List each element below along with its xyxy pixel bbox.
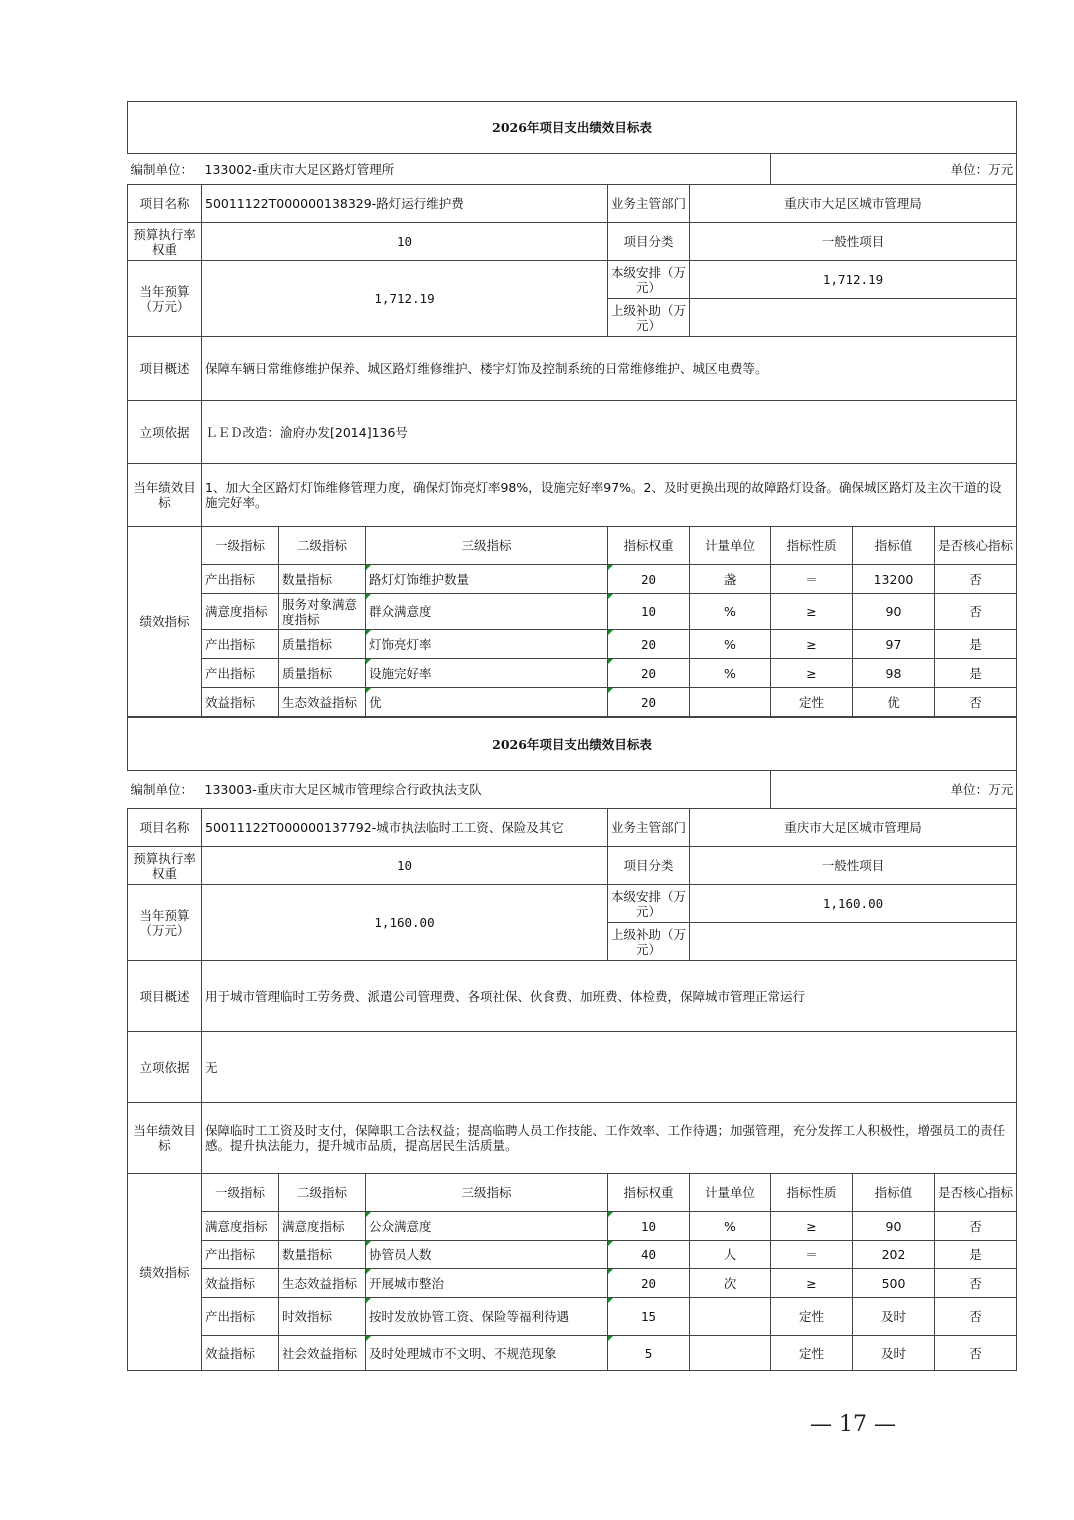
- header-value: 指标值: [853, 1174, 935, 1212]
- indicator-row: [128, 1336, 1017, 1371]
- header-unit: 计量单位: [690, 1174, 771, 1212]
- indicator-row: [128, 1298, 1017, 1336]
- indicator-nature: 定性: [771, 1298, 853, 1336]
- project-name: 50011122T000000138329-路灯运行维护费: [202, 185, 608, 223]
- indicator-nature: ≥: [771, 630, 853, 659]
- unit-label: 编制单位：: [130, 782, 194, 797]
- indicator-level3: 及时处理城市不文明、不规范现象: [366, 1336, 608, 1371]
- indicator-core: 否: [935, 594, 1017, 630]
- dept-label: 业务主管部门: [608, 809, 690, 847]
- indicator-value: 97: [853, 630, 935, 659]
- indicator-level2: 质量指标: [279, 659, 366, 688]
- indicator-unit: [690, 688, 771, 717]
- indicator-level2: 生态效益指标: [279, 1269, 366, 1298]
- indicator-nature: ≥: [771, 594, 853, 630]
- upper-value: [690, 299, 1017, 337]
- basis-text: 无: [202, 1032, 1017, 1103]
- goal-text: 1、加大全区路灯灯饰维修管理力度，确保灯饰亮灯率98%，设施完好率97%。2、及时更换出现的故障路灯设备。确保城区路灯及主次干道的设施完好率。: [202, 464, 1017, 527]
- indicator-level3: 灯饰亮灯率: [366, 630, 608, 659]
- indicator-level1: 产出指标: [202, 565, 279, 594]
- indicator-nature: ≥: [771, 659, 853, 688]
- indicator-level3: 优: [366, 688, 608, 717]
- local-label: 本级安排（万元）: [608, 261, 690, 299]
- header-level3: 三级指标: [366, 1174, 608, 1212]
- indicator-value: 13200: [853, 565, 935, 594]
- category-value: 一般性项目: [690, 223, 1017, 261]
- indicator-nature: ＝: [771, 565, 853, 594]
- header-weight: 指标权重: [608, 1174, 690, 1212]
- unit-value: 133002-重庆市大足区路灯管理所: [202, 154, 771, 185]
- indicator-level1: 满意度指标: [202, 594, 279, 630]
- indicator-value: 202: [853, 1241, 935, 1269]
- basis-label: 立项依据: [128, 401, 202, 464]
- indicator-unit: 次: [690, 1269, 771, 1298]
- indicator-nature: 定性: [771, 1336, 853, 1371]
- indicator-unit: 盏: [690, 565, 771, 594]
- indicator-unit: %: [690, 1212, 771, 1241]
- indicator-level1: 产出指标: [202, 659, 279, 688]
- indicator-value: 及时: [853, 1298, 935, 1336]
- dept-value: 重庆市大足区城市管理局: [690, 809, 1017, 847]
- upper-value: [690, 923, 1017, 961]
- weight-value: 10: [202, 223, 608, 261]
- indicator-row: [128, 630, 1017, 659]
- indicator-level1: 产出指标: [202, 1298, 279, 1336]
- currency-unit: 单位：万元: [771, 771, 1017, 809]
- indicator-row: [128, 1269, 1017, 1298]
- header-nature: 指标性质: [771, 1174, 853, 1212]
- goal-label: 当年绩效目标: [128, 1103, 202, 1174]
- header-level2: 二级指标: [279, 1174, 366, 1212]
- indicator-level2: 满意度指标: [279, 1212, 366, 1241]
- table-title: 2026年项目支出绩效目标表: [128, 718, 1017, 771]
- budget-label: 当年预算（万元）: [128, 261, 202, 337]
- indicator-unit: %: [690, 659, 771, 688]
- header-level1: 一级指标: [202, 1174, 279, 1212]
- indicator-row: [128, 1212, 1017, 1241]
- indicator-core: 否: [935, 1298, 1017, 1336]
- indicator-row: [128, 659, 1017, 688]
- indicator-level3: 群众满意度: [366, 594, 608, 630]
- project-name-label: 项目名称: [128, 185, 202, 223]
- indicator-level2: 数量指标: [279, 565, 366, 594]
- indicator-row: [128, 594, 1017, 630]
- header-level3: 三级指标: [366, 527, 608, 565]
- indicator-value: 优: [853, 688, 935, 717]
- indicator-core: 否: [935, 565, 1017, 594]
- indicator-core: 否: [935, 1212, 1017, 1241]
- goal-label: 当年绩效目标: [128, 464, 202, 527]
- indicator-weight: 40: [608, 1241, 690, 1269]
- weight-label: 预算执行率权重: [128, 223, 202, 261]
- performance-table-2: [127, 717, 1014, 1371]
- budget-label: 当年预算（万元）: [128, 885, 202, 961]
- dept-value: 重庆市大足区城市管理局: [690, 185, 1017, 223]
- unit-value: 133003-重庆市大足区城市管理综合行政执法支队: [202, 771, 771, 809]
- indicator-value: 500: [853, 1269, 935, 1298]
- performance-table: [127, 101, 1017, 717]
- indicator-row: [128, 565, 1017, 594]
- overview-text: 用于城市管理临时工劳务费、派遣公司管理费、各项社保、伙食费、加班费、体检费，保障城市管理正常运行: [202, 961, 1017, 1032]
- weight-value: 10: [202, 847, 608, 885]
- indicator-level3: 按时发放协管工资、保险等福利待遇: [366, 1298, 608, 1336]
- indicator-level2: 社会效益指标: [279, 1336, 366, 1371]
- local-value: 1,712.19: [690, 261, 1017, 299]
- category-label: 项目分类: [608, 847, 690, 885]
- indicator-nature: 定性: [771, 688, 853, 717]
- indicator-unit: 人: [690, 1241, 771, 1269]
- indicator-level3: 设施完好率: [366, 659, 608, 688]
- indicator-weight: 20: [608, 688, 690, 717]
- indicator-nature: ≥: [771, 1269, 853, 1298]
- header-value: 指标值: [853, 527, 935, 565]
- page-number: — 17 —: [810, 1412, 896, 1437]
- performance-table: [127, 717, 1017, 1371]
- category-label: 项目分类: [608, 223, 690, 261]
- indicator-value: 及时: [853, 1336, 935, 1371]
- header-weight: 指标权重: [608, 527, 690, 565]
- indicator-core: 否: [935, 1336, 1017, 1371]
- indicator-row: [128, 1241, 1017, 1269]
- performance-table-1: [127, 101, 1014, 717]
- indicators-label: 绩效指标: [128, 1174, 202, 1371]
- header-core: 是否核心指标: [935, 1174, 1017, 1212]
- indicator-level1: 效益指标: [202, 688, 279, 717]
- indicator-level3: 公众满意度: [366, 1212, 608, 1241]
- indicator-core: 是: [935, 1241, 1017, 1269]
- indicator-core: 是: [935, 630, 1017, 659]
- goal-text: 保障临时工工资及时支付，保障职工合法权益；提高临聘人员工作技能、工作效率、工作待遇；加强管理，充分发挥工人积极性，增强员工的责任感。提升执法能力，提升城市品质，提高居民生活质量。: [202, 1103, 1017, 1174]
- indicator-core: 是: [935, 659, 1017, 688]
- indicator-weight: 10: [608, 594, 690, 630]
- header-unit: 计量单位: [690, 527, 771, 565]
- indicator-level2: 服务对象满意度指标: [279, 594, 366, 630]
- indicator-value: 90: [853, 1212, 935, 1241]
- indicator-level1: 产出指标: [202, 630, 279, 659]
- indicator-weight: 5: [608, 1336, 690, 1371]
- indicator-weight: 20: [608, 630, 690, 659]
- indicator-weight: 15: [608, 1298, 690, 1336]
- upper-label: 上级补助（万元）: [608, 299, 690, 337]
- category-value: 一般性项目: [690, 847, 1017, 885]
- indicator-row: [128, 688, 1017, 717]
- indicator-level1: 产出指标: [202, 1241, 279, 1269]
- indicator-level2: 数量指标: [279, 1241, 366, 1269]
- overview-text: 保障车辆日常维修维护保养、城区路灯维修维护、楼宇灯饰及控制系统的日常维修维护、城区电费等。: [202, 337, 1017, 401]
- indicator-unit: [690, 1336, 771, 1371]
- indicator-weight: 20: [608, 1269, 690, 1298]
- indicator-weight: 20: [608, 659, 690, 688]
- basis-text: ＬＥＤ改造：渝府办发[2014]136号: [202, 401, 1017, 464]
- indicator-level2: 时效指标: [279, 1298, 366, 1336]
- dept-label: 业务主管部门: [608, 185, 690, 223]
- header-nature: 指标性质: [771, 527, 853, 565]
- indicator-unit: %: [690, 630, 771, 659]
- indicators-label: 绩效指标: [128, 527, 202, 717]
- indicator-nature: ＝: [771, 1241, 853, 1269]
- indicator-level1: 满意度指标: [202, 1212, 279, 1241]
- basis-label: 立项依据: [128, 1032, 202, 1103]
- upper-label: 上级补助（万元）: [608, 923, 690, 961]
- indicator-nature: ≥: [771, 1212, 853, 1241]
- overview-label: 项目概述: [128, 961, 202, 1032]
- indicator-value: 98: [853, 659, 935, 688]
- indicator-value: 90: [853, 594, 935, 630]
- budget-value: 1,712.19: [202, 261, 608, 337]
- project-name-label: 项目名称: [128, 809, 202, 847]
- indicator-level3: 协管员人数: [366, 1241, 608, 1269]
- indicator-core: 否: [935, 688, 1017, 717]
- indicator-core: 否: [935, 1269, 1017, 1298]
- indicator-level1: 效益指标: [202, 1269, 279, 1298]
- header-core: 是否核心指标: [935, 527, 1017, 565]
- indicator-level3: 开展城市整治: [366, 1269, 608, 1298]
- indicator-level2: 生态效益指标: [279, 688, 366, 717]
- header-level2: 二级指标: [279, 527, 366, 565]
- indicator-unit: [690, 1298, 771, 1336]
- weight-label: 预算执行率权重: [128, 847, 202, 885]
- local-value: 1,160.00: [690, 885, 1017, 923]
- indicator-level3: 路灯灯饰维护数量: [366, 565, 608, 594]
- header-level1: 一级指标: [202, 527, 279, 565]
- indicator-level2: 质量指标: [279, 630, 366, 659]
- budget-value: 1,160.00: [202, 885, 608, 961]
- overview-label: 项目概述: [128, 337, 202, 401]
- unit-label: 编制单位：: [130, 161, 194, 177]
- local-label: 本级安排（万元）: [608, 885, 690, 923]
- indicator-unit: %: [690, 594, 771, 630]
- table-title: 2026年项目支出绩效目标表: [128, 102, 1017, 154]
- project-name: 50011122T000000137792-城市执法临时工工资、保险及其它: [202, 809, 608, 847]
- indicator-level1: 效益指标: [202, 1336, 279, 1371]
- currency-unit: 单位：万元: [771, 154, 1017, 185]
- indicator-weight: 20: [608, 565, 690, 594]
- indicator-weight: 10: [608, 1212, 690, 1241]
